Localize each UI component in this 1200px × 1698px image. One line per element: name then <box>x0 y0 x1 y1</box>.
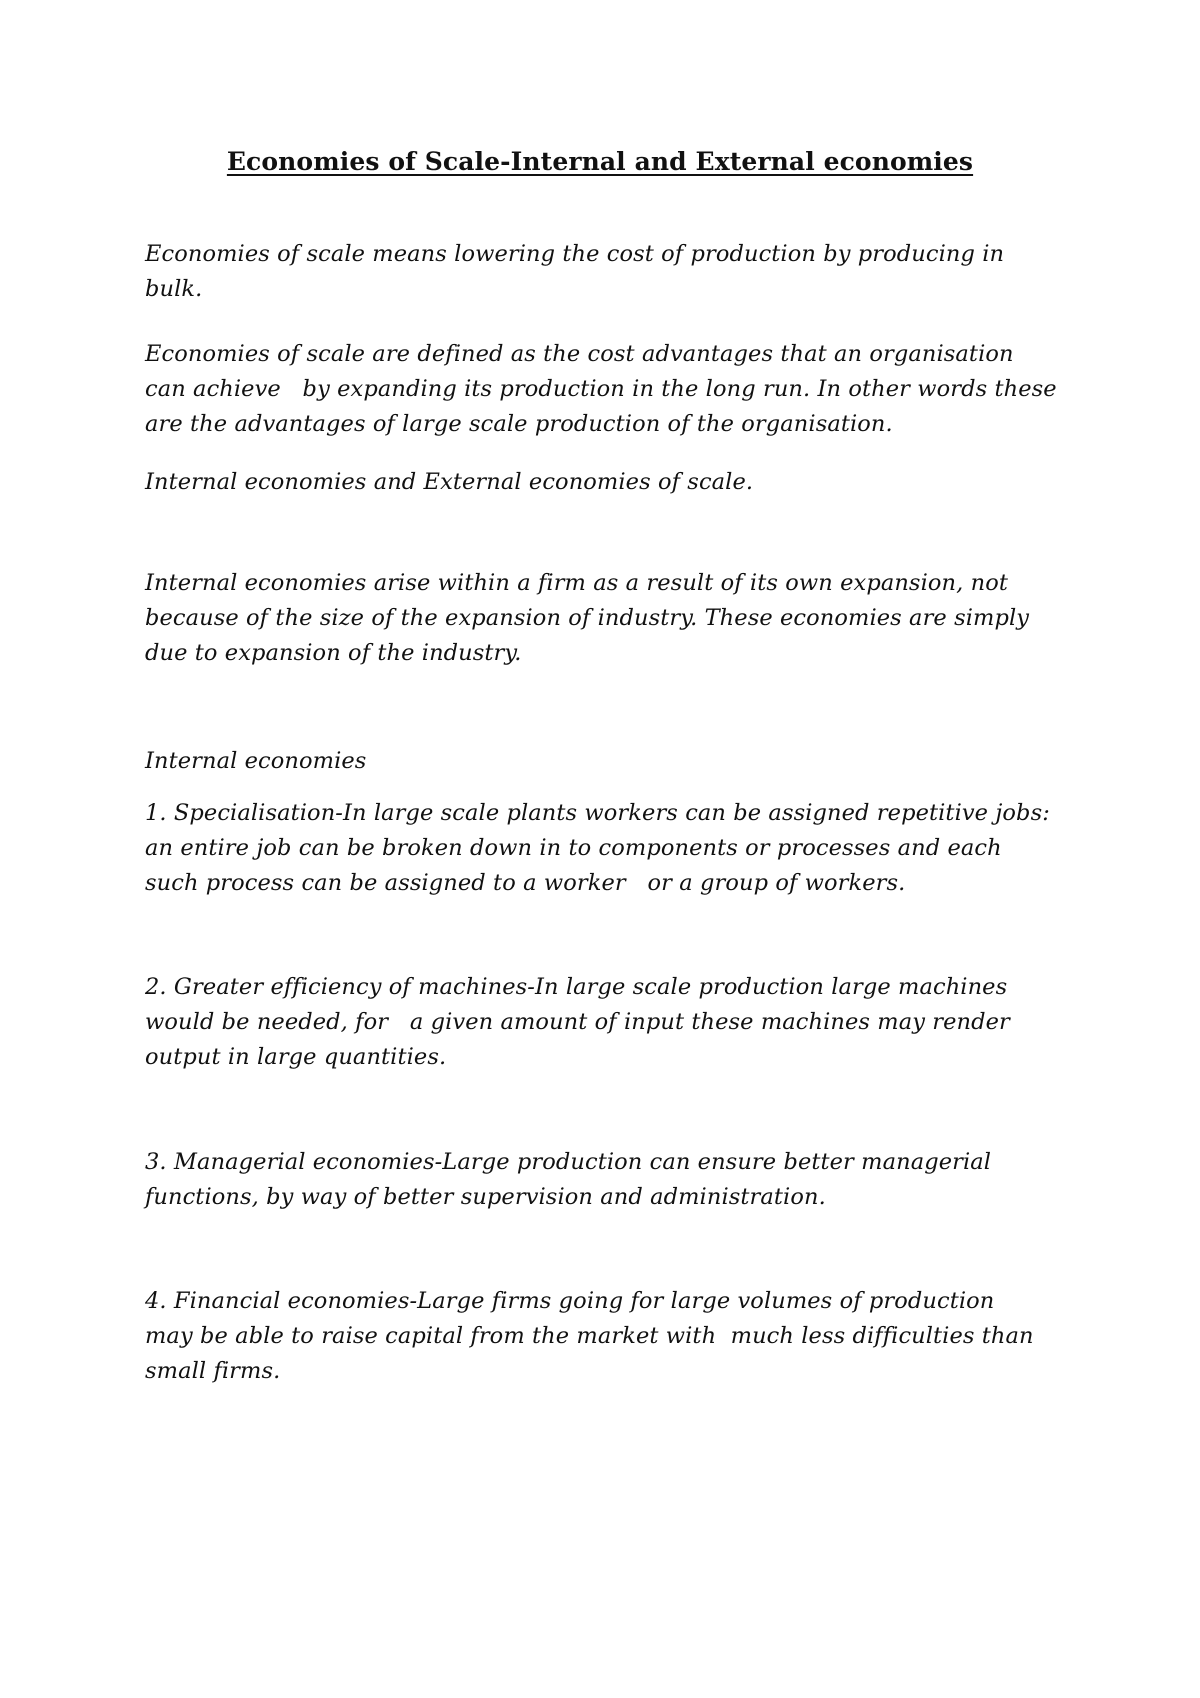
paragraph-line: Internal economies arise within a firm as a result of its own expansion, not <box>145 570 1008 596</box>
list-item-2 <box>145 970 1085 1075</box>
document-title: Economies of Scale-Internal and External economies <box>226 147 974 176</box>
list-item-1 <box>145 796 1085 901</box>
paragraph-line: can achieve by expanding its production in the long run. In other words these <box>145 376 1057 402</box>
paragraph-line: would be needed, for a given amount of input these machines may render <box>145 1009 1010 1035</box>
paragraph-line: functions, by way of better supervision and administration. <box>145 1184 826 1210</box>
paragraph-line: such process can be assigned to a worker or a group of workers. <box>145 870 906 896</box>
list-item-3 <box>145 1145 1085 1215</box>
paragraph-line: are the advantages of large scale production of the organisation. <box>145 411 893 437</box>
paragraph-line: due to expansion of the industry. <box>145 640 522 666</box>
paragraph-line: output in large quantities. <box>145 1044 447 1070</box>
paragraph-line: Internal economies <box>145 748 367 774</box>
paragraph-line: an entire job can be broken down in to components or processes and each <box>145 835 1002 861</box>
paragraph-line: Internal economies and External economies of scale. <box>145 469 754 495</box>
paragraph-line: 4. Financial economies-Large firms going for large volumes of production <box>145 1288 995 1314</box>
paragraph-line: small firms. <box>145 1358 281 1384</box>
paragraph-line: 1. Specialisation-In large scale plants workers can be assigned repetitive jobs: <box>145 800 1050 826</box>
paragraph-definition-long <box>145 337 1085 442</box>
paragraph-line: Economies of scale means lowering the cost of production by producing in <box>145 241 1005 267</box>
paragraph-line: Economies of scale are defined as the cost advantages that an organisation <box>145 341 1014 367</box>
paragraph-internal-explanation <box>145 566 1085 671</box>
paragraph-line: bulk. <box>145 276 203 302</box>
section-heading-internal-economies <box>145 744 1085 779</box>
paragraph-line: may be able to raise capital from the market with much less difficulties than <box>145 1323 1034 1349</box>
paragraph-line: 2. Greater efficiency of machines-In large scale production large machines <box>145 974 1008 1000</box>
paragraph-types <box>145 465 1085 500</box>
paragraph-line: because of the size of the expansion of industry. These economies are simply <box>145 605 1030 631</box>
paragraph-definition-short <box>145 237 1085 307</box>
paragraph-line: 3. Managerial economies-Large production can ensure better managerial <box>145 1149 992 1175</box>
list-item-4 <box>145 1284 1085 1389</box>
